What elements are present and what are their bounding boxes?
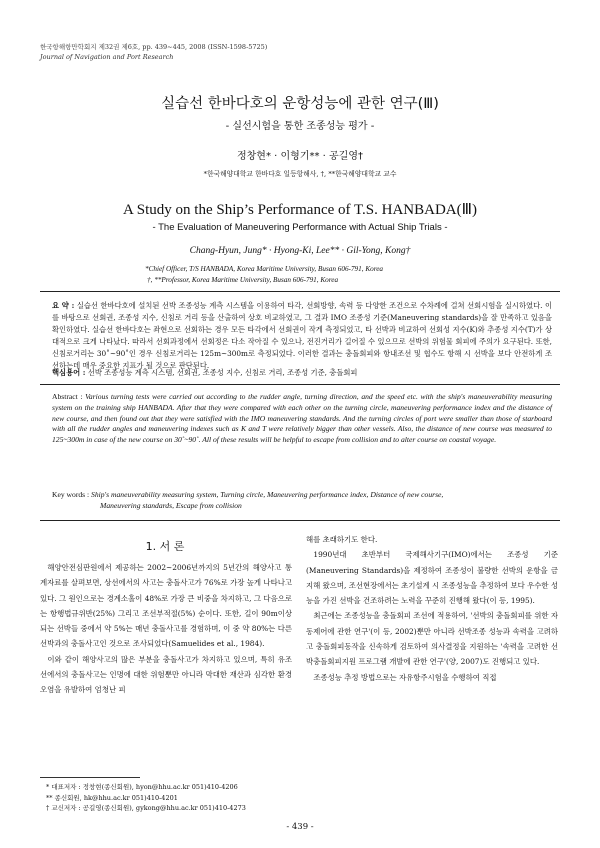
keywords-ko-label: 핵심용어 :	[52, 368, 86, 377]
body-paragraph: 이와 같이 해양사고의 많은 부분을 충돌사고가 차지하고 있으며, 특히 유조선에서의 충돌사고는 인명에 대한 위험뿐만 아니라 막대한 재산과 심각한 환경오염을 유발하여 엄청난 피	[40, 654, 292, 695]
divider-bottom	[40, 520, 560, 521]
keywords-ko-text: 선박 조종성능 계측 시스템, 선회권, 조종성 지수, 신침로 거리, 조종성 기준, 충돌회피	[87, 368, 358, 377]
body-paragraph: 해양안전심판원에서 제공하는 2002~2006년까지의 5년간의 해양사고 통계자료를 살펴보면, 상선에서의 사고는 충돌사고가 76%로 가장 높게 나타나고 있다. 그 원인으로는 경계소홀이 48%로 가장 큰 비중을 차지하고, 그 다음으로는 항행법규위반(25%) 그리고 조선부적절(5%) 순이다. 또한, 길이 90m이상 되는 선박들 중에서 약 5%는 매년 충돌사고를 경험하며, 이 중 약 80%는 다른 선박과의 충돌사고인 것으로 조사되었다(Samuelides et al., 1984).	[40, 563, 292, 649]
affiliation-en-line-2: †, **Professor, Korea Maritime University, Busan 606-791, Korea	[147, 275, 339, 284]
keywords-en-label: Key words :	[52, 490, 90, 499]
abstract-en-label: Abstract :	[52, 392, 83, 401]
paper-subtitle-en: - The Evaluation of Maneuvering Performance with Actual Ship Trials -	[152, 222, 448, 233]
keywords-en-text-1: Ship's maneuverability measuring system, Turning circle, Maneuvering performance index, Distance of new course,	[91, 490, 444, 499]
footnote: * 대표저자 : 정창현(종신회원), hyon@hhu.ac.kr 051)410-4206	[46, 783, 238, 791]
body-paragraph: 1990년대 초반부터 국제해사기구(IMO)에서는 조종성 기준(Maneuvering Standards)을 제정하여 조종성이 불량한 선박의 운항을 금지해 왔으며, 조선현장에서는 초기설계 시 조종성능을 추정하여 보다 우수한 성능을 가진 선박을 건조하려는 노력을 꾸준히 진행해 왔다(이 등, 1995).	[306, 550, 558, 606]
paper-subtitle-ko: - 실선시험을 통한 조종성능 평가 -	[225, 121, 375, 132]
body-paragraph: 최근에는 조종성능을 충돌회피 조선에 적용하여, '선박의 충돌회피를 위한 자동제어에 관한 연구'(이 등, 2002)뿐만 아니라 선박조종 성능과 속력을 고려하고 충돌회피동작을 신속하게 검토하여 의사결정을 지원하는 '속력을 고려한 선박충돌회피지원 프로그램 개발에 관한 연구'(양, 2007)도 진행되고 있다.	[306, 611, 558, 667]
abstract-ko-text: 실습선 한바다호에 설치된 선박 조종성능 계측 시스템을 이용하여 타각, 선회방향, 속력 등 다양한 조건으로 수차례에 걸쳐 선회시험을 실시하였다. 이를 바탕으로 선회권, 조종성 지수, 신침로 거리 등을 산출하여 상호 비교하였고, 그 결과 IMO 조종성 기준(Maneuvering standards)을 잘 만족하고 있음을 확인하였다. 실습선 한바다호는 좌현으로 선회하는 경우 모든 타각에서 선회권이 작게 측정되었고, 타 선박과 비교하여 선회성 지수(K)와 추종성 지수(T)가 상대적으로 크게 나타났다. 따라서 선회과정에서 선회정은 다소 작아질 수 있으나, 전진거리가 길어질 수 있으므로 선박의 위험물 회피에 주의가 요구된다. 또한, 신침로거리는 30˚~90˚인 경우 신침로거리는 125m~300m로 측정되었다. 이러한 결과는 충돌회피와 항내조선 및 협수도 항해 시 선박을 보다 안전하게 조선하는데 매우 중요한 지표가 될 것으로 판단된다.	[52, 301, 553, 370]
journal-info-ko: 한국항해항만학회지 제32권 제6호, pp. 439~445, 2008 (ISSN-1598-5725)	[40, 43, 268, 51]
body-paragraph: 조종성능 추정 방법으로는 자유항주시험을 수행하여 직접	[313, 672, 497, 682]
section-title: 1. 서 론	[145, 540, 185, 553]
abstract-ko-label: 요 약 :	[52, 301, 75, 310]
abstract-ko	[52, 300, 552, 372]
divider-mid	[40, 384, 560, 385]
page-number: - 439 -	[286, 822, 314, 832]
footnote: ** 종신회원, hk@hhu.ac.kr 051)410-4201	[46, 793, 178, 802]
divider-top	[40, 291, 560, 292]
footnote-rule	[40, 777, 140, 778]
affiliation-en-line-1: *Chief Officer, T/S HANBADA, Korea Maritime University, Busan 606-791, Korea	[145, 265, 384, 273]
body-column-right	[306, 532, 558, 685]
authors-ko: 정창현* · 이형기** · 공길영†	[236, 151, 363, 162]
abstract-en	[52, 392, 552, 446]
keywords-en	[52, 490, 552, 512]
affiliation-en	[145, 264, 383, 285]
keywords-en-text-2: Maneuvering standards, Escape from collision	[100, 500, 242, 510]
footnotes	[46, 782, 246, 814]
body-column-left	[40, 560, 292, 698]
footnote: † 교신저자 : 공길영(종신회원), gykong@hhu.ac.kr 051)410-4273	[46, 804, 246, 812]
keywords-ko	[52, 368, 552, 378]
authors-en: Chang-Hyun, Jung* · Hyong-Ki, Lee** · Gil-Yong, Kong†	[189, 246, 411, 256]
abstract-en-text: Various turning tests were carried out according to the rudder angle, turning direction, and the speed etc. with the ship's maneuverability measuring system on the training ship HANBADA. After that they were compared with each other on the turning circle, maneuvering performance index and the distance of new course, and then found out that they were satisfied with the IMO maneuvering standards. And the turning circles of port were smaller than those of starboard with all the rudder angles and maneuvering indexes such as K and T were relatively bigger than other vessels. Also, the distance of new course was measured to 125~300m in case of the new course on 30˚~90˚. All of these results will be helpful to escape from collision and to alter course on coastal voyage.	[52, 392, 552, 445]
journal-name-en: Journal of Navigation and Port Research	[40, 53, 174, 61]
affiliation-ko: *한국해양대학교 한바다호 일등항해사, †, **한국해양대학교 교수	[203, 170, 397, 178]
body-paragraph: 해를 초래하기도 한다.	[306, 535, 378, 544]
paper-title-ko: 실습선 한바다호의 운항성능에 관한 연구(Ⅲ)	[161, 96, 439, 112]
paper-title-en: A Study on the Ship’s Performance of T.S. HANBADA(Ⅲ)	[123, 202, 477, 218]
journal-header	[40, 42, 267, 62]
